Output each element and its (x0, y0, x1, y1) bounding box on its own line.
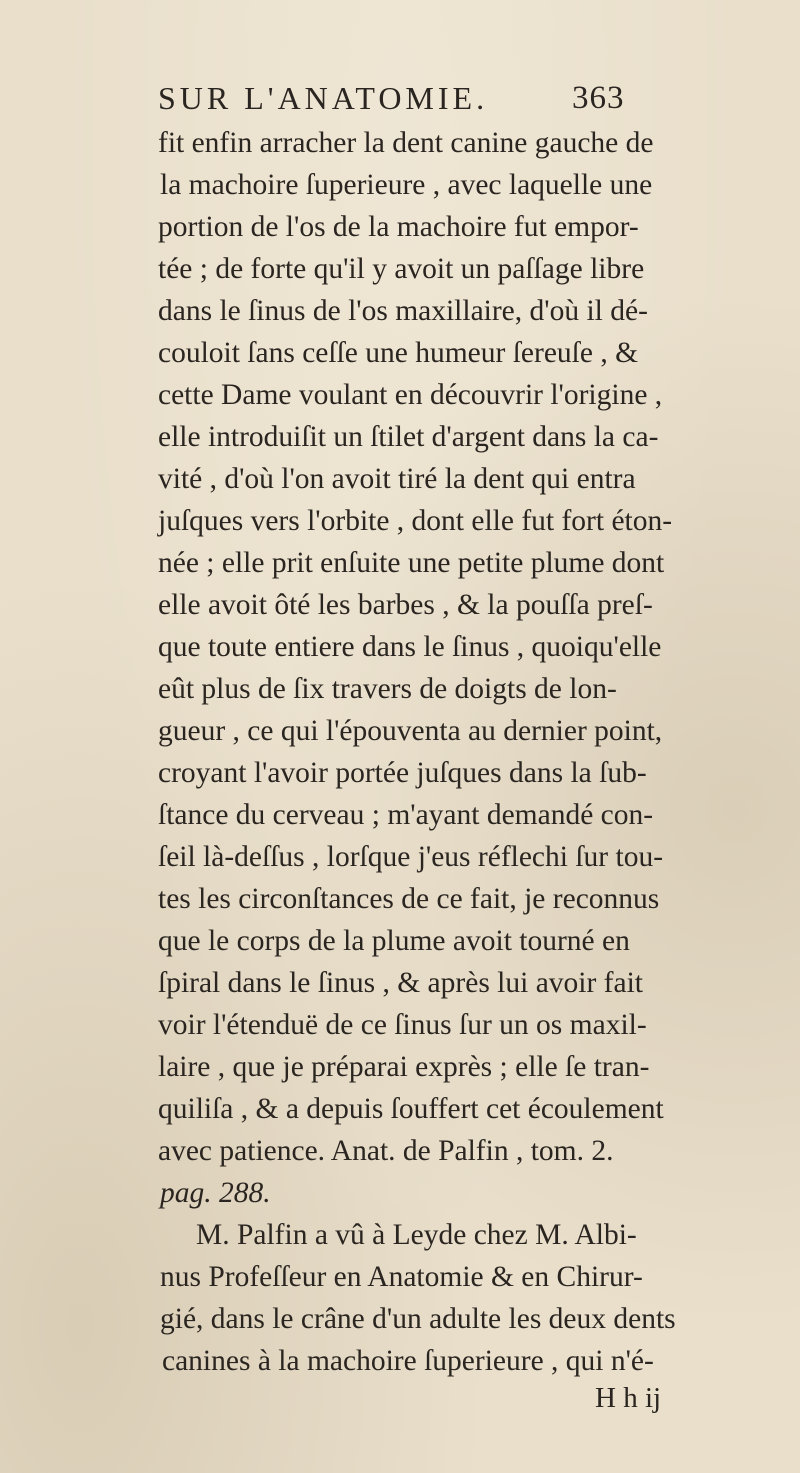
signature-mark: H h ij (595, 1382, 662, 1414)
text-line: vité , d'où l'on avoit tiré la dent qui entra (158, 463, 636, 495)
text-line: que toute entiere dans le ſinus , quoiqu'elle (158, 631, 662, 663)
text-line: cette Dame voulant en découvrir l'origine , (158, 379, 663, 411)
text-line: eût plus de ſix travers de doigts de lon- (158, 673, 617, 705)
text-line: croyant l'avoir portée juſques dans la ſub- (158, 757, 647, 789)
text-line: canines à la machoire ſuperieure , qui n'é- (162, 1345, 654, 1377)
text-line: nus Profeſſeur en Anatomie & en Chirur- (160, 1261, 643, 1293)
text-line: gueur , ce qui l'épouventa au dernier point, (158, 715, 663, 747)
page-header (158, 72, 758, 124)
text-line: quiliſa , & a depuis ſouffert cet écoulement (158, 1093, 664, 1125)
text-line: avec patience. Anat. de Palfin , tom. 2. (158, 1135, 614, 1167)
text-line: ſeil là-deſſus , lorſque j'eus réflechi ſur tou- (158, 841, 664, 873)
text-line: la machoire ſuperieure , avec laquelle une (160, 169, 653, 201)
text-line: elle introduiſit un ſtilet d'argent dans la ca- (158, 421, 659, 453)
text-line: tée ; de forte qu'il y avoit un paſſage libre (158, 253, 645, 285)
text-line: voir l'étenduë de ce ſinus ſur un os maxil- (158, 1009, 647, 1041)
running-title: SUR L'ANATOMIE. (158, 80, 489, 116)
text-line: couloit ſans ceſſe une humeur ſereuſe , & (158, 337, 639, 369)
text-line: ſtance du cerveau ; m'ayant demandé con- (158, 799, 654, 831)
text-line: que le corps de la plume avoit tourné en (158, 925, 630, 957)
text-line: M. Palfin a vû à Leyde chez M. Albi- (196, 1219, 637, 1251)
text-line: née ; elle prit enſuite une petite plume dont (158, 547, 665, 579)
text-line: pag. 288. (160, 1177, 271, 1209)
text-line: ſpiral dans le ſinus , & après lui avoir fait (158, 967, 643, 999)
text-line: laire , que je préparai exprès ; elle ſe tran- (158, 1051, 650, 1083)
text-line: elle avoit ôté les barbes , & la pouſſa preſ- (158, 589, 653, 621)
text-line: dans le ſinus de l'os maxillaire, d'où il dé- (158, 295, 648, 327)
text-line: fit enfin arracher la dent canine gauche de (158, 127, 654, 159)
text-line: gié, dans le crâne d'un adulte les deux dents (160, 1303, 676, 1335)
text-line: tes les circonſtances de ce fait, je reconnus (158, 883, 660, 915)
text-line: portion de l'os de la machoire fut empor- (158, 211, 639, 243)
page-number: 363 (572, 80, 625, 116)
text-line: juſques vers l'orbite , dont elle fut fort éton- (158, 505, 673, 537)
